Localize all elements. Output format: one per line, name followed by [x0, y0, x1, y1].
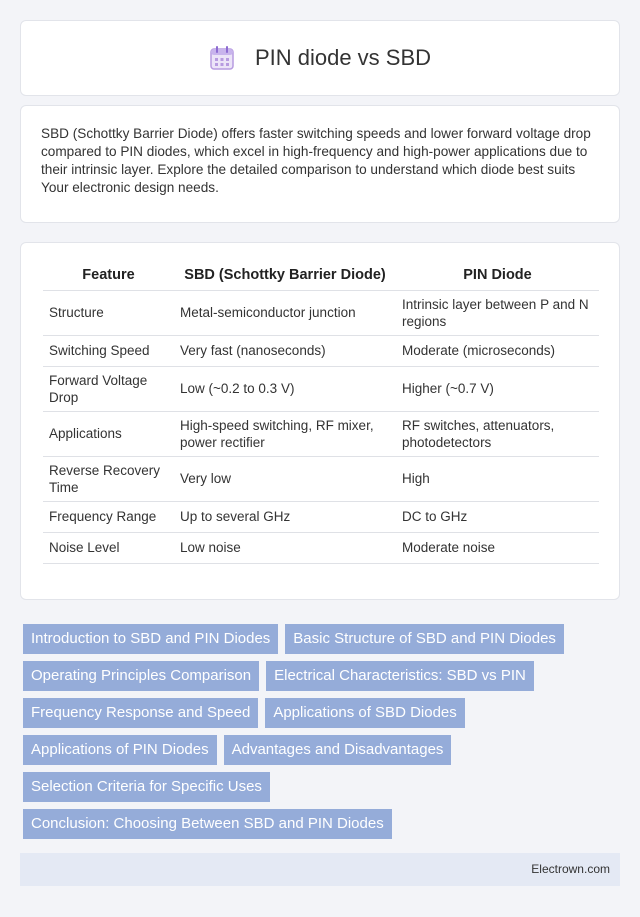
cell-feature: Frequency Range [43, 501, 174, 532]
cell-feature: Noise Level [43, 532, 174, 563]
tag-row [23, 661, 603, 691]
table-row [43, 366, 599, 411]
footer [20, 853, 620, 886]
cell-pin: DC to GHz [396, 501, 599, 532]
table-row [43, 532, 599, 563]
cell-sbd: Very fast (nanoseconds) [174, 335, 396, 366]
table-row [43, 290, 599, 335]
tag-row [23, 624, 603, 654]
cell-sbd: Metal-semiconductor junction [174, 290, 396, 335]
header-pin: PIN Diode [463, 267, 532, 284]
table-row [43, 411, 599, 456]
tag-advantages[interactable]: Advantages and Disadvantages [224, 735, 452, 765]
comparison-table [43, 261, 599, 564]
comparison-table-card [20, 242, 620, 600]
table-header-row [43, 261, 599, 290]
tag-electrical-characteristics[interactable]: Electrical Characteristics: SBD vs PIN [266, 661, 534, 691]
cell-feature: Structure [43, 290, 174, 335]
cell-sbd: Very low [174, 456, 396, 501]
cell-pin: Higher (~0.7 V) [396, 366, 599, 411]
cell-sbd: High-speed switching, RF mixer, power rectifier [174, 411, 396, 456]
footer-site[interactable]: Electrown.com [531, 862, 610, 876]
table-row [43, 335, 599, 366]
cell-feature: Reverse Recovery Time [43, 456, 174, 501]
intro-text: SBD (Schottky Barrier Diode) offers faster switching speeds and lower forward voltage drop compared to PIN diodes, which excel in high-frequency and high-power applications due to their intrinsic layer. Explore the detailed comparison to understand which diode best suits Your electronic design needs. [41, 126, 591, 195]
cell-pin: Moderate noise [396, 532, 599, 563]
cell-pin: Intrinsic layer between P and N regions [396, 290, 599, 335]
calendar-icon [209, 45, 235, 71]
tag-row [23, 772, 603, 802]
tag-basic-structure[interactable]: Basic Structure of SBD and PIN Diodes [285, 624, 564, 654]
tag-applications-pin[interactable]: Applications of PIN Diodes [23, 735, 217, 765]
cell-pin: Moderate (microseconds) [396, 335, 599, 366]
tag-row [23, 698, 603, 728]
tag-operating-principles[interactable]: Operating Principles Comparison [23, 661, 259, 691]
title-card [20, 20, 620, 96]
tag-applications-sbd[interactable]: Applications of SBD Diodes [265, 698, 464, 728]
cell-sbd: Low (~0.2 to 0.3 V) [174, 366, 396, 411]
cell-feature: Switching Speed [43, 335, 174, 366]
cell-pin: High [396, 456, 599, 501]
topic-tags [23, 624, 603, 846]
tag-frequency-response[interactable]: Frequency Response and Speed [23, 698, 258, 728]
table-row [43, 501, 599, 532]
page-title: PIN diode vs SBD [254, 45, 432, 70]
header-sbd: SBD (Schottky Barrier Diode) [184, 267, 386, 284]
tag-intro[interactable]: Introduction to SBD and PIN Diodes [23, 624, 278, 654]
intro-card [20, 105, 620, 223]
tag-conclusion[interactable]: Conclusion: Choosing Between SBD and PIN Diodes [23, 809, 392, 839]
cell-sbd: Low noise [174, 532, 396, 563]
table-row [43, 456, 599, 501]
tag-row [23, 809, 603, 839]
header-feature: Feature [82, 267, 135, 284]
tag-selection-criteria[interactable]: Selection Criteria for Specific Uses [23, 772, 270, 802]
tag-row [23, 735, 603, 765]
cell-pin: RF switches, attenuators, photodetectors [396, 411, 599, 456]
cell-feature: Forward Voltage Drop [43, 366, 174, 411]
cell-feature: Applications [43, 411, 174, 456]
cell-sbd: Up to several GHz [174, 501, 396, 532]
